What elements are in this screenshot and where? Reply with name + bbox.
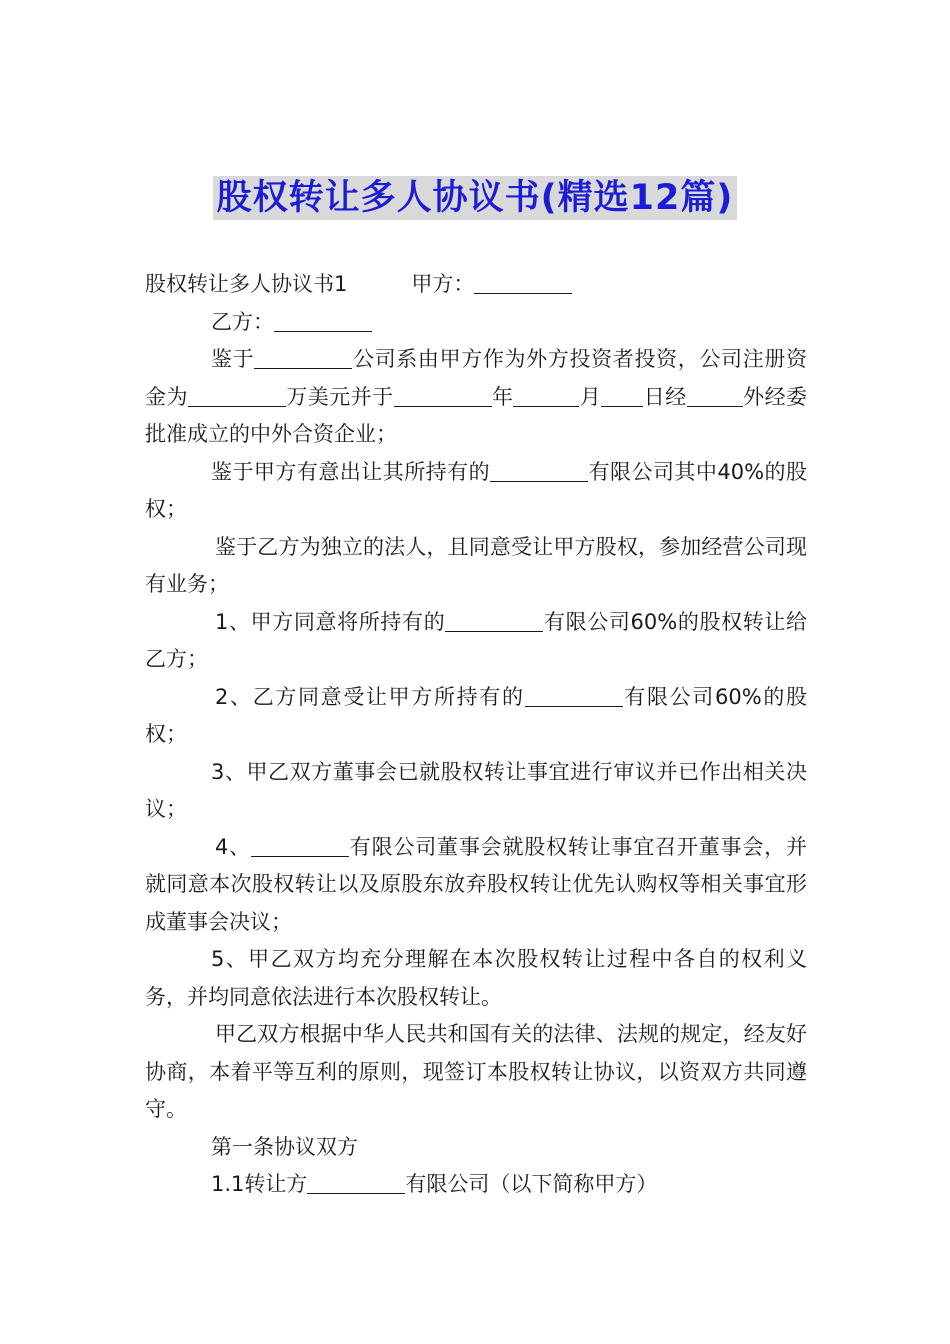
text-run: 万美元并于: [285, 384, 394, 409]
fill-in-blank: [474, 271, 572, 294]
text-run: 4、: [215, 834, 251, 859]
text-run: 年: [491, 384, 514, 409]
text-run: 第一条协议双方: [211, 1134, 358, 1159]
fill-in-blank: [687, 384, 743, 407]
fill-in-blank: [188, 384, 286, 407]
fill-in-blank: [274, 309, 372, 332]
section-heading: 股权转让多人协议书1: [145, 272, 348, 296]
text-run: 1、甲方同意将所持有的: [215, 609, 446, 634]
paragraph-whereas-2: [145, 454, 807, 529]
title-wrap: [0, 176, 950, 220]
document-title: 股权转让多人协议书(精选12篇): [213, 176, 738, 220]
text-run: 1.1转让方: [211, 1172, 308, 1196]
paragraph-party-b: [145, 304, 807, 342]
fill-in-blank: [601, 384, 643, 407]
paragraph-item-5: [145, 941, 807, 1016]
text-run: 鉴于乙方为独立的法人，且同意受让甲方股权，参加经营公司现有业务；: [145, 534, 807, 596]
fill-in-blank: [445, 609, 543, 632]
text-run: 月: [579, 384, 602, 409]
text-run: 2、乙方同意受让甲方所持有的: [215, 684, 525, 709]
paragraph-whereas-3: [145, 529, 807, 604]
text-run: 日经: [643, 384, 687, 409]
fill-in-blank: [251, 834, 349, 857]
text-run: 有限公司60%的股权；: [145, 684, 807, 746]
fill-in-blank: [513, 384, 579, 407]
text-run: 有限公司董事会就股权转让事宜召开董事会，并就同意本次股权转让以及原股东放弃股权转让优先认购权等相关事宜形成董事会决议；: [145, 834, 807, 934]
fill-in-blank: [525, 684, 623, 707]
text-run: 3、甲乙双方董事会已就股权转让事宜进行审议并已作出相关决议；: [145, 759, 807, 821]
fill-in-blank: [307, 1171, 405, 1194]
paragraph-article-1: [145, 1129, 807, 1167]
fill-in-blank: [254, 346, 352, 369]
party-a-label: 甲方：: [411, 272, 475, 296]
text-run: 有限公司其中40%的股权；: [145, 459, 807, 521]
document-body: [145, 266, 807, 1204]
text-run: 有限公司（以下简称甲方）: [405, 1172, 658, 1196]
paragraph-heading: [145, 266, 807, 304]
paragraph-item-4: [145, 829, 807, 942]
text-run: 外经委批准成立的中外合资企业；: [145, 384, 808, 446]
paragraph-item-3: [145, 754, 807, 829]
paragraph-whereas-1: [145, 341, 807, 454]
text-run: 鉴于甲方有意出让其所持有的: [211, 459, 491, 484]
text-run: 鉴于: [211, 347, 255, 371]
party-b-label: 乙方：: [211, 309, 274, 334]
text-run: 甲乙双方根据中华人民共和国有关的法律、法规的规定，经友好协商，本着平等互利的原则，现签订本股权转让协议，以资双方共同遵守。: [145, 1022, 807, 1121]
paragraph-clause-1-1: [145, 1166, 807, 1204]
text-run: 5、甲乙双方均充分理解在本次股权转让过程中各自的权利义务，并均同意依法进行本次股权转让。: [145, 947, 807, 1009]
paragraph-agreement: [145, 1016, 807, 1129]
text-run: 公司系由甲方作为外方投资者投资，公司注册资金为: [145, 347, 808, 409]
fill-in-blank: [394, 384, 492, 407]
fill-in-blank: [490, 459, 588, 482]
paragraph-item-1: [145, 604, 807, 679]
text-run: 有限公司60%的股权转让给乙方；: [145, 609, 807, 671]
paragraph-item-2: [145, 679, 807, 754]
